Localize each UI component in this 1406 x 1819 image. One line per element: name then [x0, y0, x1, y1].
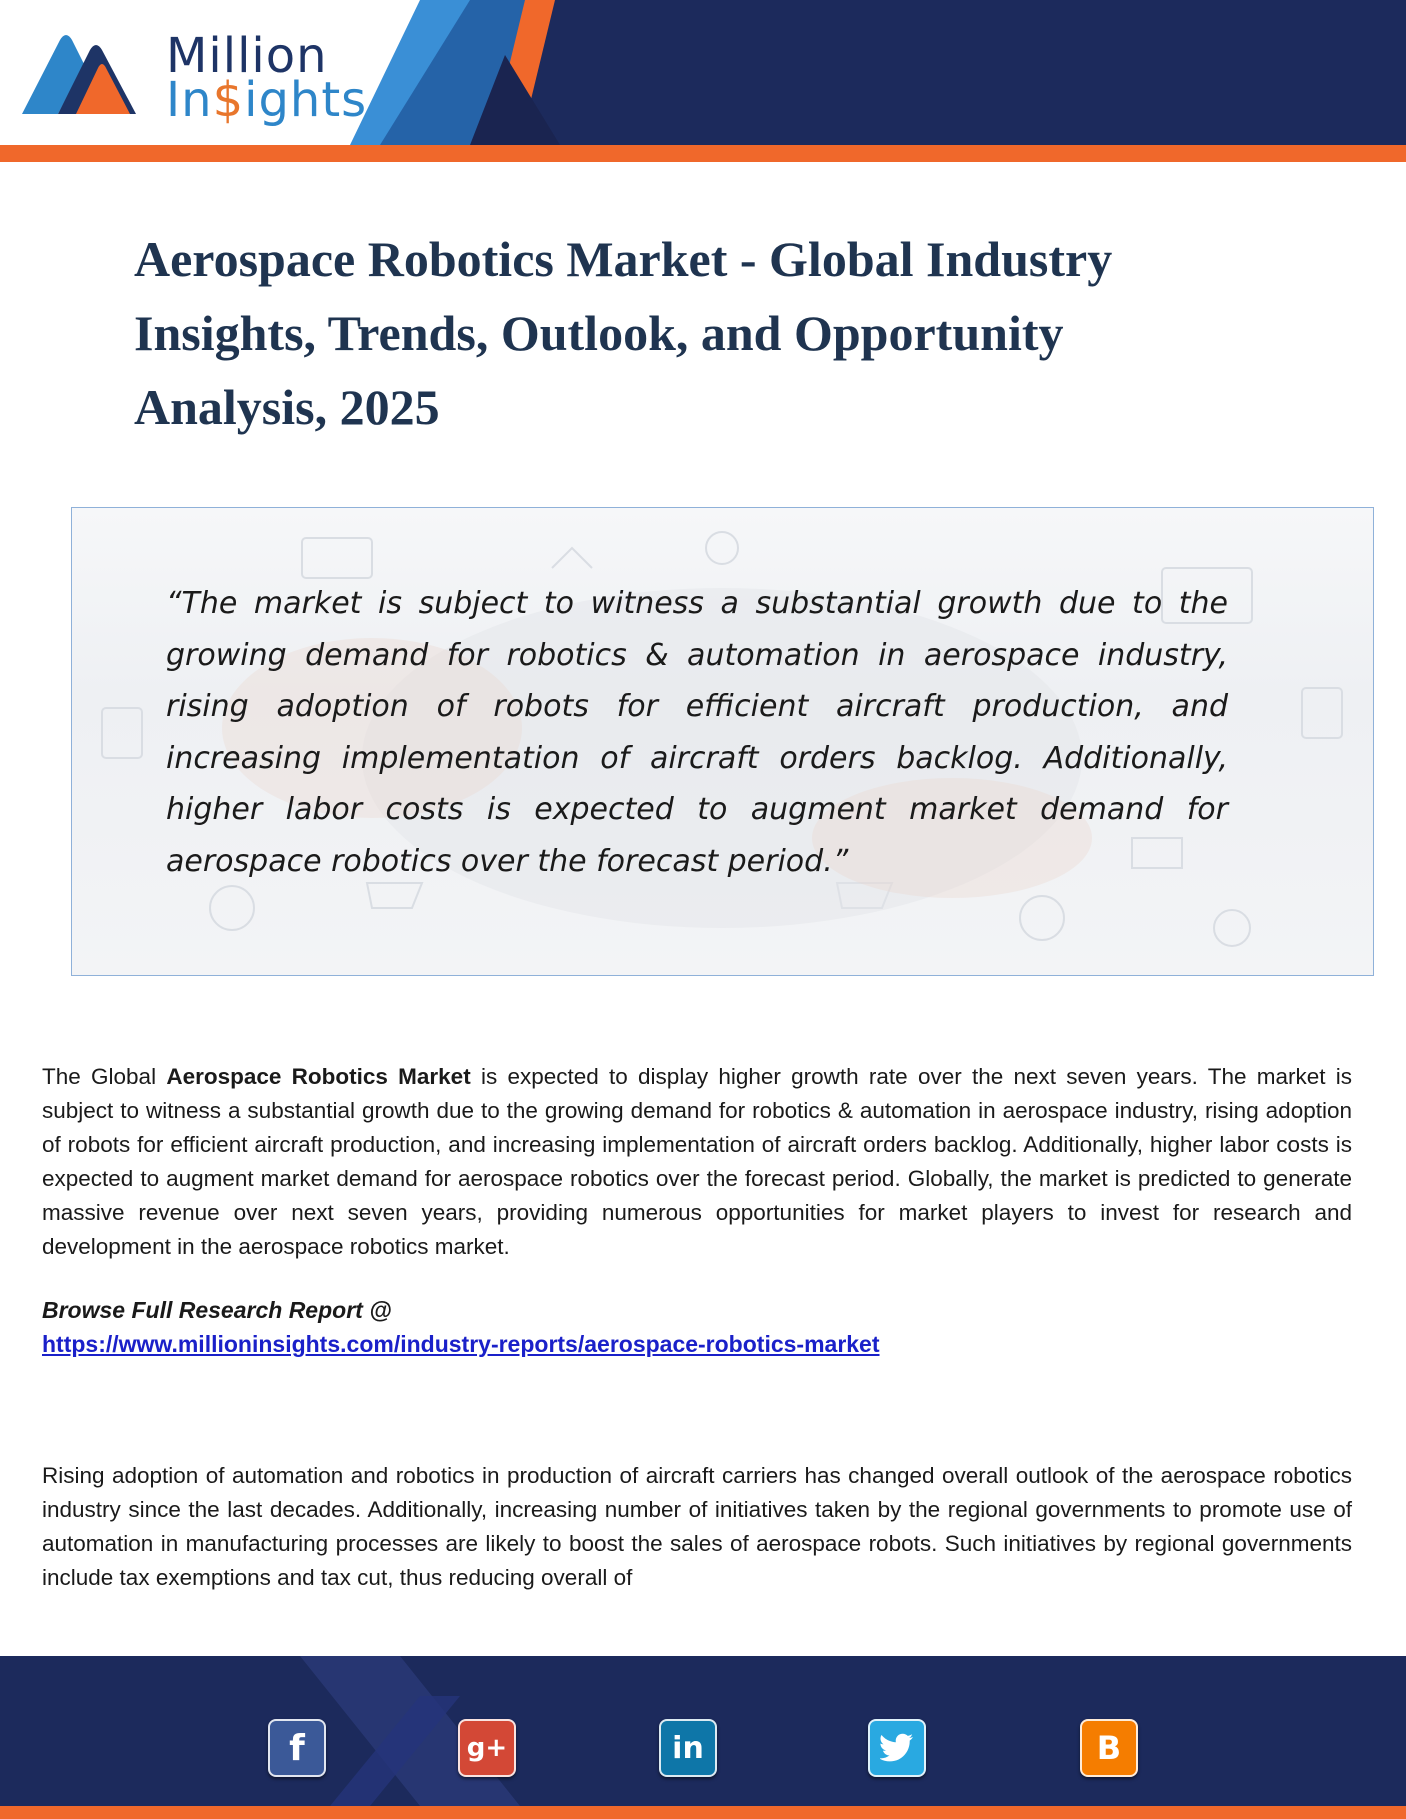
page-footer	[0, 1656, 1406, 1819]
logo-text-in: In	[166, 72, 213, 128]
twitter-button[interactable]	[868, 1719, 926, 1777]
facebook-icon: f	[289, 1727, 305, 1769]
intro-paragraph	[42, 1060, 1352, 1264]
google-plus-icon: g+	[466, 1733, 508, 1763]
report-link[interactable]: https://www.millioninsights.com/industry-reports/aerospace-robotics-market	[42, 1331, 880, 1357]
report-title: Aerospace Robotics Market - Global Industry Insights, Trends, Outlook, and Opportunity Analysis, 2025	[134, 231, 1113, 435]
browse-label: Browse Full Research Report @	[42, 1297, 392, 1323]
intro-rest: is expected to display higher growth rate over the next seven years. The market is subject to witness a substantial growth due to the growing demand for robotics & automation in aerospace industry, rising adoption of robots for efficient aircraft production, and increasing implementation of aircraft orders backlog. Additionally, higher labor costs is expected to augment market demand for aerospace robotics over the forecast period. Globally, the market is predicted to generate massive revenue over next seven years, providing numerous opportunities for market players to invest for research and development in the aerospace robotics market.	[42, 1064, 1352, 1259]
page-header	[0, 0, 1406, 162]
blogger-icon: B	[1096, 1729, 1122, 1767]
linkedin-icon: in	[672, 1730, 704, 1766]
twitter-icon	[880, 1733, 914, 1763]
logo-mark-icon	[14, 30, 144, 120]
intro-market-name: Aerospace Robotics Market	[166, 1064, 471, 1089]
facebook-button[interactable]	[268, 1719, 326, 1777]
logo-dollar-glyph: $	[212, 72, 245, 128]
google-plus-button[interactable]	[458, 1719, 516, 1777]
blogger-button[interactable]	[1080, 1719, 1138, 1777]
linkedin-button[interactable]	[659, 1719, 717, 1777]
highlight-quote: “The market is subject to witness a substantial growth due to the growing demand for robotics & automation in aerospace industry, rising adoption of robots for efficient aircraft production, and increasing implementation of aircraft orders backlog. Additionally, higher labor costs is expected to augment market demand for aerospace robotics over the forecast period.”	[166, 586, 1228, 879]
logo-text-ights: ights	[244, 72, 368, 128]
logo-text-insights	[166, 72, 368, 128]
quote-box	[71, 507, 1374, 976]
million-insights-logo[interactable]	[14, 26, 368, 128]
body-paragraph: Rising adoption of automation and robotics in production of aircraft carriers has changed overall outlook of the aerospace robotics industry since the last decades. Additionally, increasing number of initiatives taken by the regional governments to promote use of automation in manufacturing processes are likely to boost the sales of aerospace robots. Such initiatives by regional governments include tax exemptions and tax cut, thus reducing overall of	[42, 1463, 1352, 1590]
logo-text-million: Million	[166, 28, 328, 84]
intro-lead: The Global	[42, 1064, 167, 1089]
